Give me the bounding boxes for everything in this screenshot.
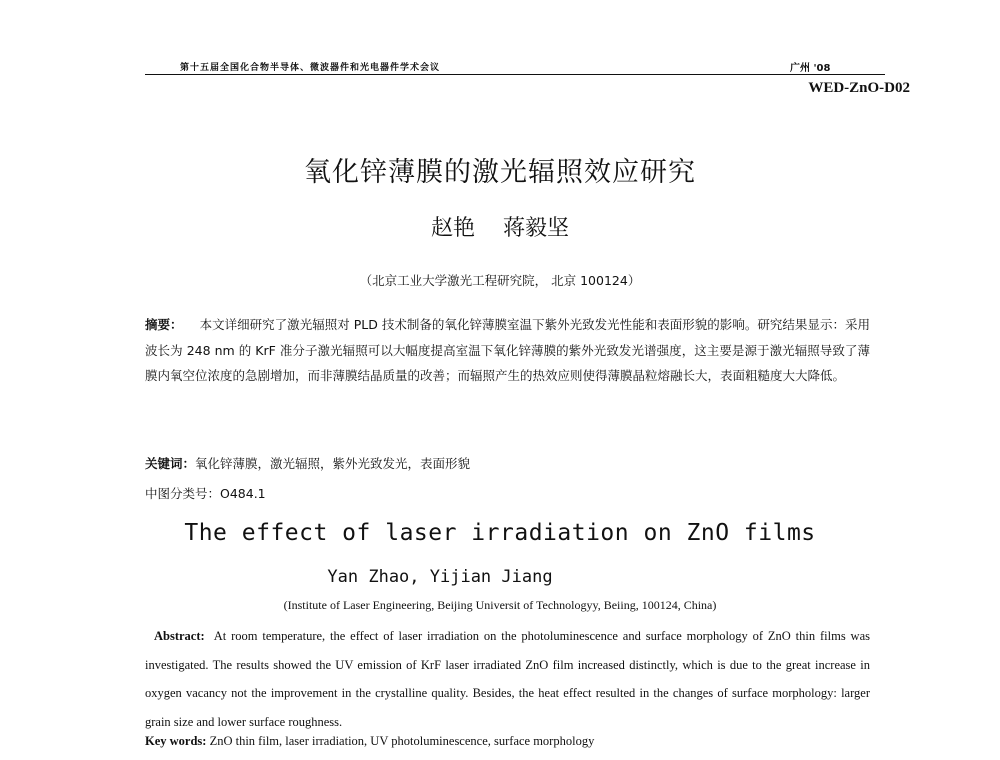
classification-label: 中图分类号： [145, 486, 221, 501]
conference-header: 第十五届全国化合物半导体、微波器件和光电器件学术会议 [180, 63, 441, 73]
abstract-english [145, 622, 870, 736]
paper-code: WED-ZnO-D02 [808, 80, 910, 96]
abstract-chinese-text: 本文详细研究了激光辐照对 PLD 技术制备的氧化锌薄膜室温下紫外光致发光性能和表面形貌的影响。研究结果显示：采用波长为 248 nm 的 KrF 准分子激光辐照可以大幅度提高室温下氧化锌薄膜的紫外光致发光谱强度，这主要是源于激光辐照导致了薄膜内氧空位浓度的急剧增加，而非薄膜结晶质量的改善；而辐照产生的热效应则使得薄膜晶粒熔融长大，表面粗糙度大大降低。 [145, 317, 870, 383]
header-divider [145, 74, 885, 75]
abstract-chinese [145, 312, 870, 389]
affiliation-chinese: （北京工业大学激光工程研究院， 北京 100124） [359, 273, 641, 288]
authors-english: Yan Zhao, Yijian Jiang [327, 567, 553, 587]
abstract-english-text: At room temperature, the effect of laser irradiation on the photoluminescence and surface morphology of ZnO thin films was investigated. The results showed the UV emission of KrF laser irradiated ZnO film increased distinctly, which is due to the great increase in oxygen vacancy not the improvement in the crystalline quality. Besides, the heat effect resulted in the changes of surface morphology: larger grain size and lower surface roughness. [145, 629, 871, 729]
abstract-chinese-label: 摘要： [145, 317, 183, 332]
authors-chinese: 赵艳 蒋毅坚 [431, 216, 569, 241]
keywords-chinese [145, 454, 870, 472]
keywords-english [145, 734, 870, 749]
title-chinese: 氧化锌薄膜的激光辐照效应研究 [304, 157, 696, 188]
classification-value: O484.1 [220, 486, 266, 501]
keywords-english-label: Key words: [145, 734, 207, 748]
abstract-english-label: Abstract: [154, 629, 205, 643]
keywords-chinese-text: 氧化锌薄膜，激光辐照，紫外光致发光，表面形貌 [195, 456, 471, 471]
location-year: 广州 '08 [790, 63, 831, 74]
keywords-chinese-label: 关键词： [145, 456, 196, 471]
keywords-english-text: ZnO thin film, laser irradiation, UV photoluminescence, surface morphology [209, 734, 595, 748]
title-english: The effect of laser irradiation on ZnO films [184, 520, 816, 546]
affiliation-english: (Institute of Laser Engineering, Beijing Universit of Technologyy, Beiing, 100124, China) [283, 598, 717, 612]
classification-number [145, 484, 870, 502]
